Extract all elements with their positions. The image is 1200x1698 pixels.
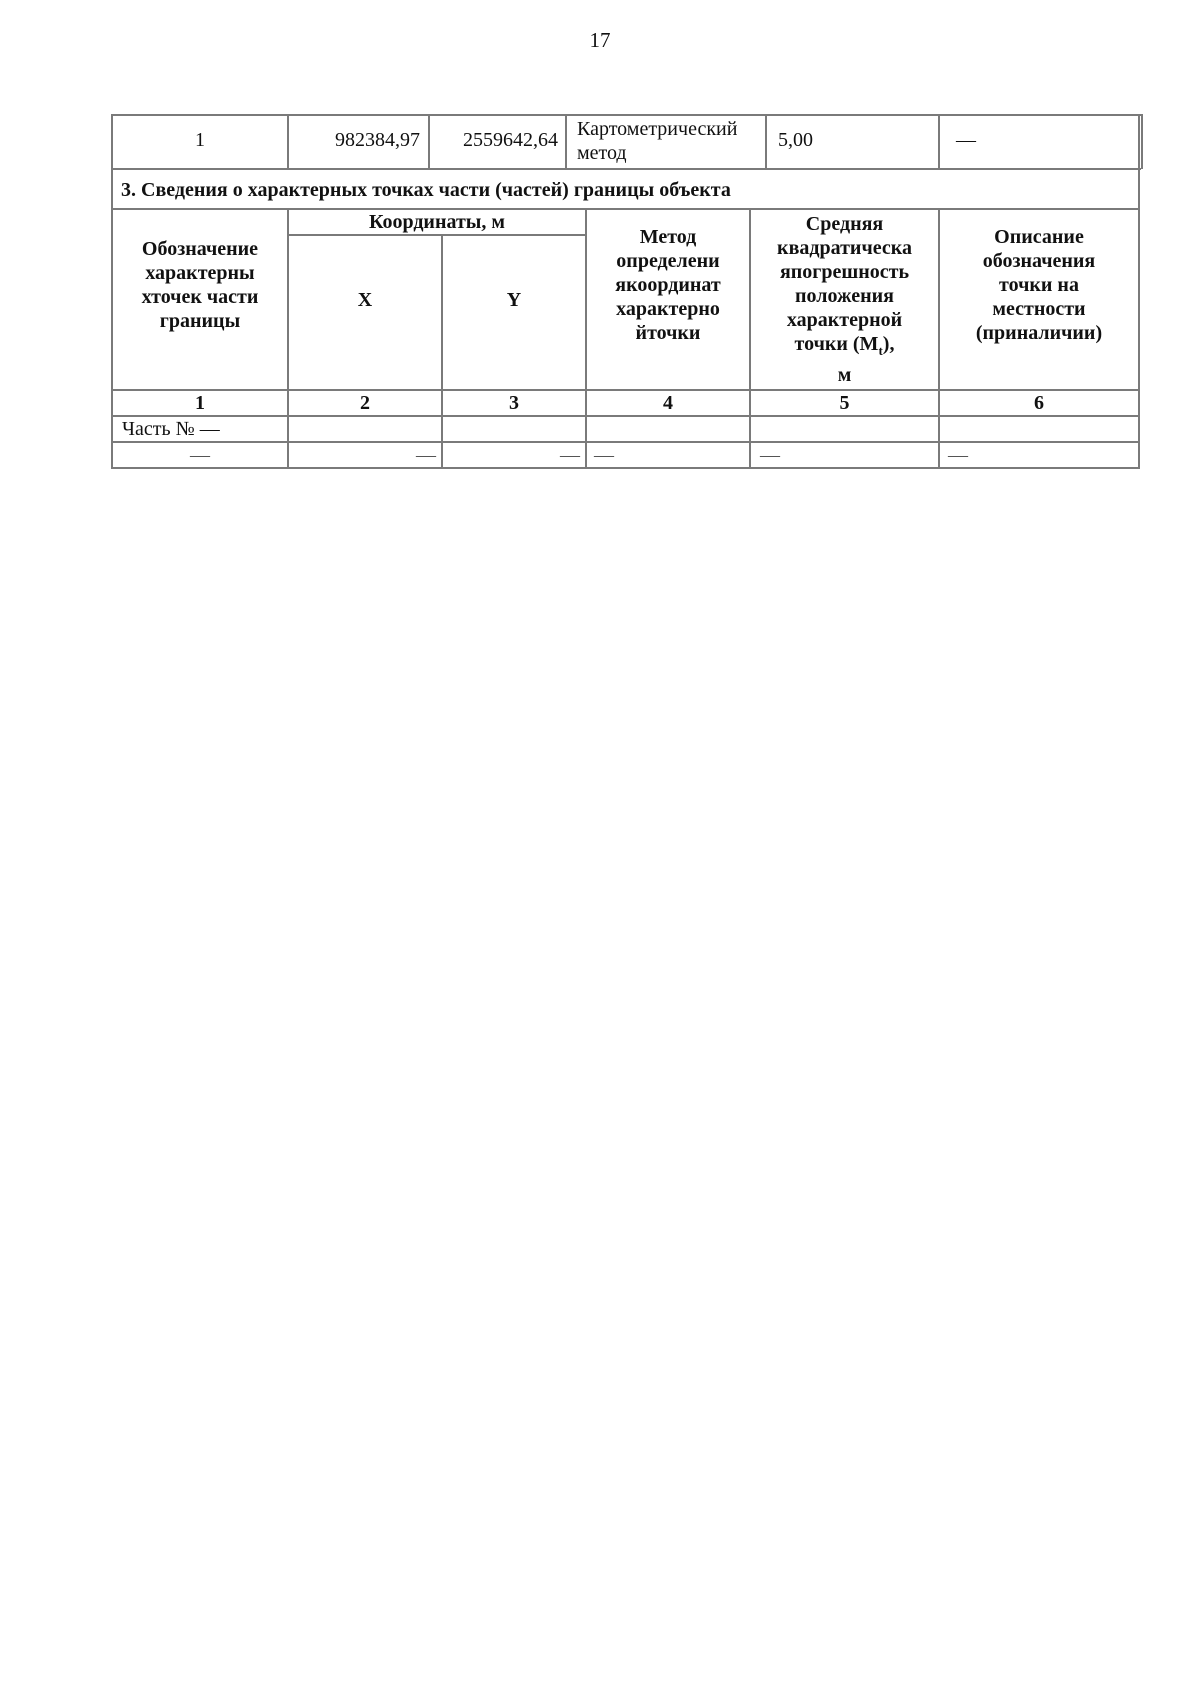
column-number: 2 bbox=[360, 392, 370, 414]
page-number: 17 bbox=[589, 28, 611, 52]
top-row-method-line2: метод bbox=[577, 142, 627, 164]
empty-cell: — bbox=[948, 444, 968, 466]
top-row-x: 982384,97 bbox=[335, 129, 420, 151]
empty-cell: — bbox=[190, 444, 210, 466]
empty-cell: — bbox=[760, 444, 780, 466]
header-error: Средняя квадратическа япогрешность положения характерной точки $(M_t)$, м bbox=[777, 213, 912, 386]
section-title: 3. Сведения о характерных точках части (частей) границы объекта bbox=[121, 179, 731, 201]
top-row-error: 5,00 bbox=[778, 129, 813, 151]
empty-cell: — bbox=[594, 444, 614, 466]
header-description: Описание обозначения точки на местности (приналичии) bbox=[975, 226, 1103, 344]
column-number: 3 bbox=[509, 392, 519, 414]
column-number: 1 bbox=[195, 392, 205, 414]
empty-cell: — bbox=[416, 444, 436, 466]
column-number: 4 bbox=[663, 392, 673, 414]
column-number: 6 bbox=[1034, 392, 1044, 414]
top-row-method-line1: Картометрический bbox=[577, 118, 738, 140]
part-label: Часть № — bbox=[122, 418, 220, 440]
column-number: 5 bbox=[839, 392, 850, 414]
header-x: X bbox=[357, 289, 373, 311]
header-method: Метод определени якоординат характерно йточки bbox=[615, 226, 721, 344]
top-row-y: 2559642,64 bbox=[463, 129, 558, 151]
top-row-description: — bbox=[956, 129, 976, 151]
top-row-number: 1 bbox=[195, 129, 205, 151]
header-designation: Обозначение характерны хточек части границы bbox=[141, 238, 259, 332]
header-coordinates: Координаты, м bbox=[368, 211, 506, 233]
empty-cell: — bbox=[560, 444, 580, 466]
header-y: Y bbox=[506, 289, 522, 311]
